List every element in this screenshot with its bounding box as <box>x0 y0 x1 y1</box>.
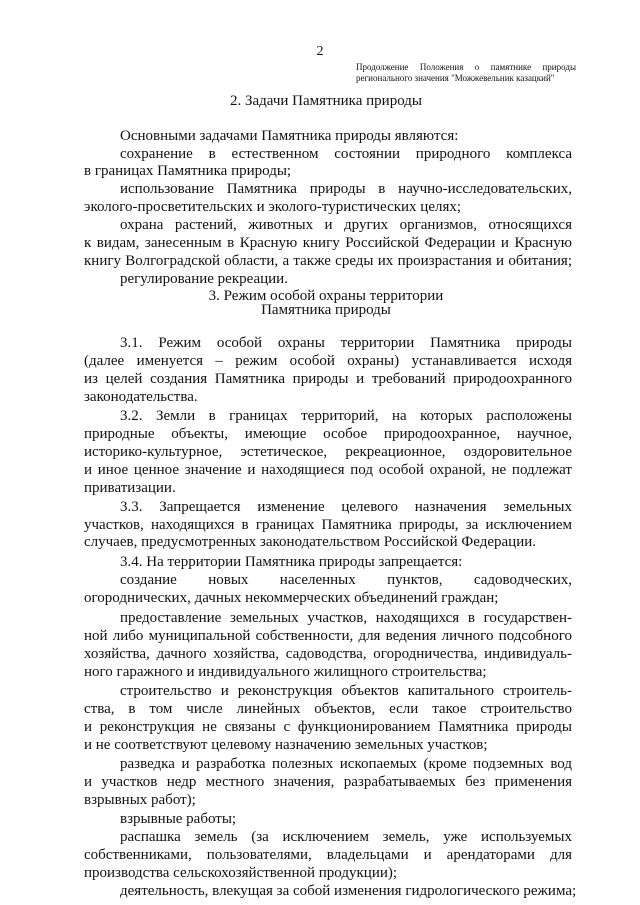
text-line: и реконструкция не связаны с функционированием Памятника природы <box>84 719 572 735</box>
text-line: разведка и разработка полезных ископаемых (кроме подземных вод <box>120 756 572 772</box>
text-line: историко-культурное, эстетическое, рекреационное, оздоровительное <box>84 444 572 460</box>
text-line: ного гаражного и индивидуального жилищного строительства; <box>84 664 487 680</box>
text-line: эколого-просветительских и эколого-туристических целях; <box>84 199 462 215</box>
running-header <box>356 62 576 84</box>
text-line: предоставление земельных участков, находящихся в государствен- <box>120 610 572 626</box>
text-line: хозяйства, дачного хозяйства, садоводства, огородничества, индивидуаль- <box>84 646 572 662</box>
text-line: Основными задачами Памятника природы являются: <box>120 128 459 144</box>
text-line: участков, находящихся в границах Памятника природы, за исключением <box>84 517 572 533</box>
running-header-line: Продолжение Положения о памятнике природы <box>356 62 576 72</box>
text-line: регулирование рекреации. <box>120 271 288 287</box>
text-line: использование Памятника природы в научно-исследовательских, <box>120 181 572 197</box>
text-line: сохранение в естественном состоянии природного комплекса <box>120 146 572 162</box>
text-line: приватизации. <box>84 480 176 496</box>
page-number: 2 <box>316 44 324 59</box>
text-line: 3.1. Режим особой охраны территории Памятника природы <box>120 335 572 351</box>
text-line: и участков недр местного значения, разрабатываемых без применения <box>84 774 572 790</box>
text-line: (далее именуется – режим особой охраны) устанавливается исходя <box>84 353 572 369</box>
text-line: 3.2. Земли в границах территорий, на которых расположены <box>120 408 572 424</box>
section-heading: 3. Режим особой охраны территории <box>208 288 444 304</box>
running-header-line: регионального значения "Можжевельник казацкий" <box>356 73 555 83</box>
text-line: деятельность, влекущая за собой изменения гидрологического режима; <box>120 883 577 899</box>
text-line: охрана растений, животных и других организмов, относящихся <box>120 217 572 233</box>
text-line: ства, в том числе линейных объектов, если такое строительство <box>84 701 572 717</box>
text-line: собственниками, пользователями, владельцами и арендаторами для <box>84 847 572 863</box>
text-line: 3.3. Запрещается изменение целевого назначения земельных <box>120 499 572 515</box>
text-line: книгу Волгоградской области, а также среды их произрастания и обитания; <box>84 253 572 269</box>
section-heading: 2. Задачи Памятника природы <box>230 93 422 109</box>
text-line: огороднических, дачных некоммерческих объединений граждан; <box>84 590 499 606</box>
section-heading: Памятника природы <box>261 302 391 318</box>
text-line: ной либо муниципальной собственности, для ведения личного подсобного <box>84 628 572 644</box>
text-line: 3.4. На территории Памятника природы запрещается: <box>120 554 463 570</box>
text-line: строительство и реконструкция объектов капитального строитель- <box>120 683 572 699</box>
text-line: создание новых населенных пунктов, садоводческих, <box>120 572 572 588</box>
text-line: и не соответствуют целевому назначению земельных участков; <box>84 737 488 753</box>
text-line: к видам, занесенным в Красную книгу Российской Федерации и Красную <box>84 235 572 251</box>
text-line: из целей создания Памятника природы и требований природоохранного <box>84 371 572 387</box>
text-line: законодательства. <box>84 389 198 405</box>
text-line: производства сельскохозяйственной продукции); <box>84 865 398 881</box>
text-line: распашка земель (за исключением земель, уже используемых <box>120 829 572 845</box>
text-line: случаев, предусмотренных законодательством Российской Федерации. <box>84 534 536 550</box>
text-line: взрывные работы; <box>120 811 237 827</box>
text-line: и иное ценное значение и находящиеся под особой охраной, не подлежат <box>84 462 572 478</box>
text-line: в границах Памятника природы; <box>84 163 292 179</box>
text-line: природные объекты, имеющие особое природоохранное, научное, <box>84 426 572 442</box>
text-line: взрывных работ); <box>84 792 196 808</box>
